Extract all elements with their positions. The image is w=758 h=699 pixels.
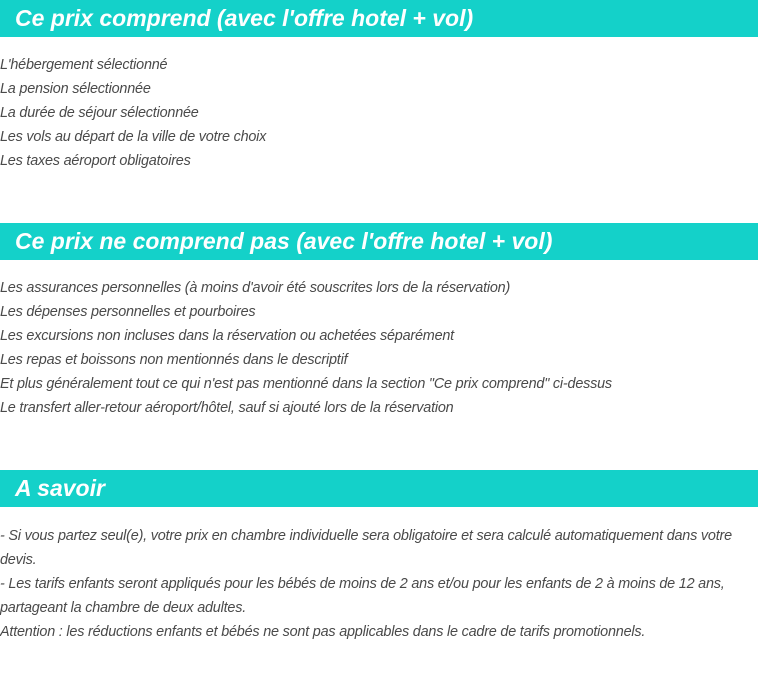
info-section — [0, 470, 758, 644]
list-item: Les repas et boissons non mentionnés dans le descriptif — [0, 352, 348, 368]
list-item: Le transfert aller-retour aéroport/hôtel, sauf si ajouté lors de la réservation — [0, 400, 454, 416]
list-item: La pension sélectionnée — [0, 81, 151, 97]
list-item: La durée de séjour sélectionnée — [0, 105, 199, 121]
info-paragraph: - Les tarifs enfants seront appliqués pour les bébés de moins de 2 ans et/ou pour les enfants de 2 à moins de 12 ans, partageant la chambre de deux adultes. — [0, 576, 725, 616]
info-paragraph: - Si vous partez seul(e), votre prix en chambre individuelle sera obligatoire et sera calculé automatiquement dans votre devis. — [0, 528, 732, 568]
included-title: Ce prix comprend (avec l'offre hotel + vol) — [0, 0, 758, 37]
list-item: Les dépenses personnelles et pourboires — [0, 304, 256, 320]
info-paragraph: Attention : les réductions enfants et bébés ne sont pas applicables dans le cadre de tarifs promotionnels. — [0, 624, 646, 640]
info-title: A savoir — [0, 470, 758, 507]
included-list — [0, 53, 758, 173]
list-item: Les assurances personnelles (à moins d'avoir été souscrites lors de la réservation) — [0, 280, 511, 296]
list-item: Et plus généralement tout ce qui n'est pas mentionné dans la section "Ce prix comprend" ci-dessus — [0, 376, 612, 392]
list-item: Les vols au départ de la ville de votre choix — [0, 129, 267, 145]
excluded-list — [0, 276, 758, 420]
excluded-title: Ce prix ne comprend pas (avec l'offre hotel + vol) — [0, 223, 758, 260]
info-paragraphs — [0, 524, 758, 644]
list-item: L'hébergement sélectionné — [0, 57, 168, 73]
included-section — [0, 0, 758, 173]
excluded-section — [0, 223, 758, 420]
list-item: Les taxes aéroport obligatoires — [0, 153, 191, 169]
list-item: Les excursions non incluses dans la réservation ou achetées séparément — [0, 328, 454, 344]
